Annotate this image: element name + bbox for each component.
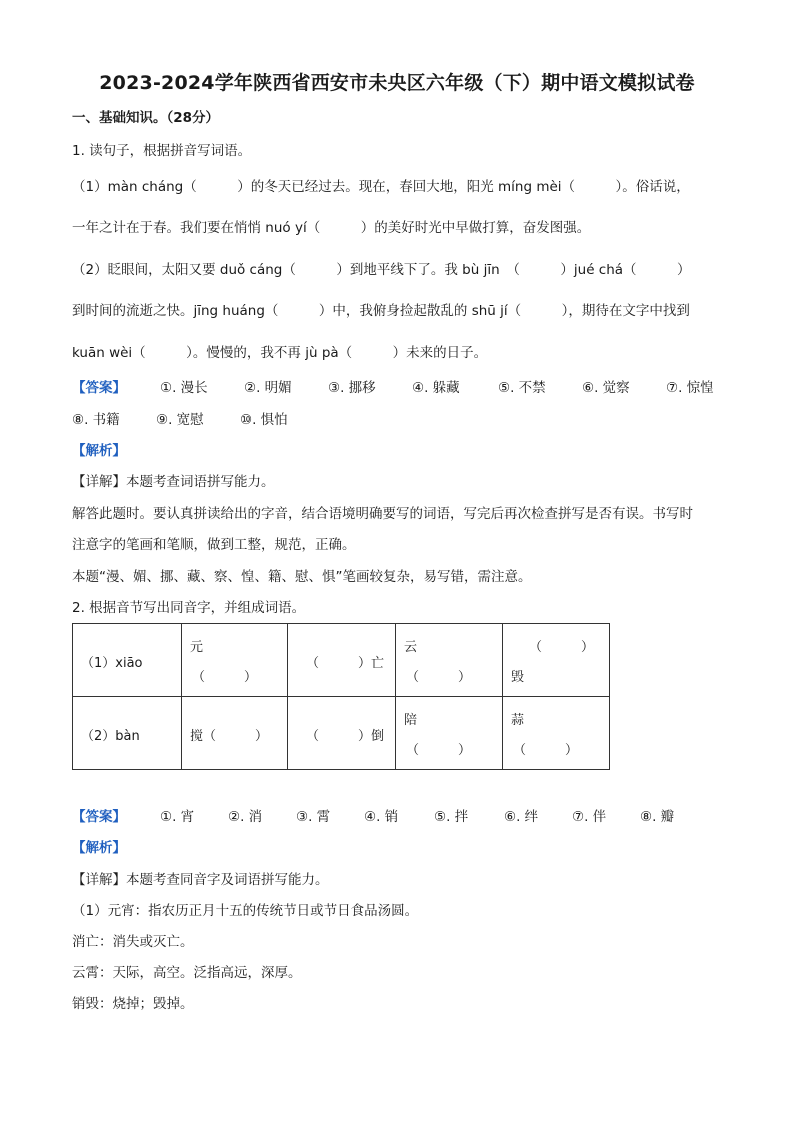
answer-item: ⑧. 书籍 xyxy=(72,412,120,428)
detail-line xyxy=(72,472,275,492)
analysis-tag: 【解析】 xyxy=(72,840,126,856)
cell-char: 陪 xyxy=(404,713,418,728)
explanation-line-2: 注意字的笔画和笔顺，做到工整，规范，正确。 xyxy=(72,537,356,553)
answer-item: ⑤. 不禁 xyxy=(498,380,546,396)
question-1-line-4: 到时间的流逝之快。jīng huáng（ ）中，我俯身捡起散乱的 shū jí（ ），期待在文字中找到 xyxy=(72,303,690,319)
blank: （ ） xyxy=(192,670,258,685)
answer-item: ④. 销 xyxy=(364,809,399,825)
cell-char: 元 xyxy=(190,640,204,655)
explanation-line-1: （1）元宵：指农历正月十五的传统节日或节日食品汤圆。 xyxy=(72,903,419,919)
blank: （ ） xyxy=(513,743,579,758)
blank: （ ） xyxy=(406,743,472,758)
answer-item: ①. 宵 xyxy=(160,809,195,825)
question-2-prompt: 2. 根据音节写出同音字，并组成词语。 xyxy=(72,600,306,616)
homophone-table xyxy=(72,623,610,770)
answer-item: ③. 霄 xyxy=(296,809,331,825)
cell-blank-char: （ ）倒 xyxy=(306,729,385,744)
question-1-line-3: （2）眨眼间，太阳又要 duǒ cáng（ ）到地平线下了。我 bù jīn （ ）jué chá（ ） xyxy=(72,262,691,278)
detail-tag: 【详解】 xyxy=(72,474,126,490)
answer-item: ④. 躲藏 xyxy=(412,380,460,396)
explanation-line-2: 消亡：消失或灭亡。 xyxy=(72,934,194,950)
answer-tag: 【答案】 xyxy=(72,380,126,396)
page-title: 2023-2024学年陕西省西安市未央区六年级（下）期中语文模拟试卷 xyxy=(99,72,695,94)
answer-item: ⑦. 伴 xyxy=(572,809,607,825)
row-1-syllable: （1）xiāo xyxy=(81,656,143,671)
answer-item: ⑤. 拌 xyxy=(434,809,469,825)
answer-item: ②. 消 xyxy=(228,809,263,825)
question-1-line-5: kuān wèi（ ）。慢慢的，我不再 jù pà（ ）未来的日子。 xyxy=(72,345,488,361)
explanation-line-4: 销毁：烧掉；毁掉。 xyxy=(72,996,194,1012)
cell-char-blank: 搅（ ） xyxy=(190,729,269,744)
row-2-syllable: （2）bàn xyxy=(81,729,140,744)
question-1-line-2: 一年之计在于春。我们要在悄悄 nuó yí（ ）的美好时光中早做打算，奋发图强。 xyxy=(72,220,591,236)
answer-item: ⑧. 瓣 xyxy=(640,809,675,825)
section-heading: 一、基础知识。（28分） xyxy=(72,110,220,126)
cell-char: 蒜 xyxy=(511,713,525,728)
question-1-prompt: 1. 读句子，根据拼音写词语。 xyxy=(72,143,252,159)
explanation-line-1: 解答此题时。要认真拼读给出的字音，结合语境明确要写的词语，写完后再次检查拼写是否有误。书写时 xyxy=(72,506,693,522)
table-row xyxy=(73,624,610,697)
explanation-line-3: 云霄：天际，高空。泛指高远，深厚。 xyxy=(72,965,302,981)
answer-item: ①. 漫长 xyxy=(160,380,208,396)
analysis-tag: 【解析】 xyxy=(72,443,126,459)
blank: （ ） xyxy=(529,640,595,655)
table-row xyxy=(73,697,610,770)
cell-char: 毁 xyxy=(511,670,525,685)
answer-item: ②. 明媚 xyxy=(244,380,292,396)
explanation-line-3: 本题“漫、媚、挪、藏、察、惶、籍、慰、惧”笔画较复杂，易写错，需注意。 xyxy=(72,569,532,585)
answer-item: ⑦. 惊惶 xyxy=(666,380,714,396)
answer-tag: 【答案】 xyxy=(72,809,126,825)
detail-line xyxy=(72,870,329,890)
detail-tag: 【详解】 xyxy=(72,872,126,888)
question-1-line-1: （1）màn cháng（ ）的冬天已经过去。现在，春回大地，阳光 míng mèi（ ）。俗话说， xyxy=(72,179,690,195)
answer-item: ③. 挪移 xyxy=(328,380,376,396)
answer-item: ⑩. 惧怕 xyxy=(240,412,288,428)
blank: （ ） xyxy=(406,670,472,685)
cell-blank-char: （ ）亡 xyxy=(306,656,385,671)
answer-item: ⑥. 绊 xyxy=(504,809,539,825)
cell-char: 云 xyxy=(404,640,418,655)
detail-text: 本题考查词语拼写能力。 xyxy=(126,474,275,490)
answer-item: ⑥. 觉察 xyxy=(582,380,630,396)
answer-item: ⑨. 宽慰 xyxy=(156,412,204,428)
detail-text: 本题考查同音字及词语拼写能力。 xyxy=(126,872,329,888)
